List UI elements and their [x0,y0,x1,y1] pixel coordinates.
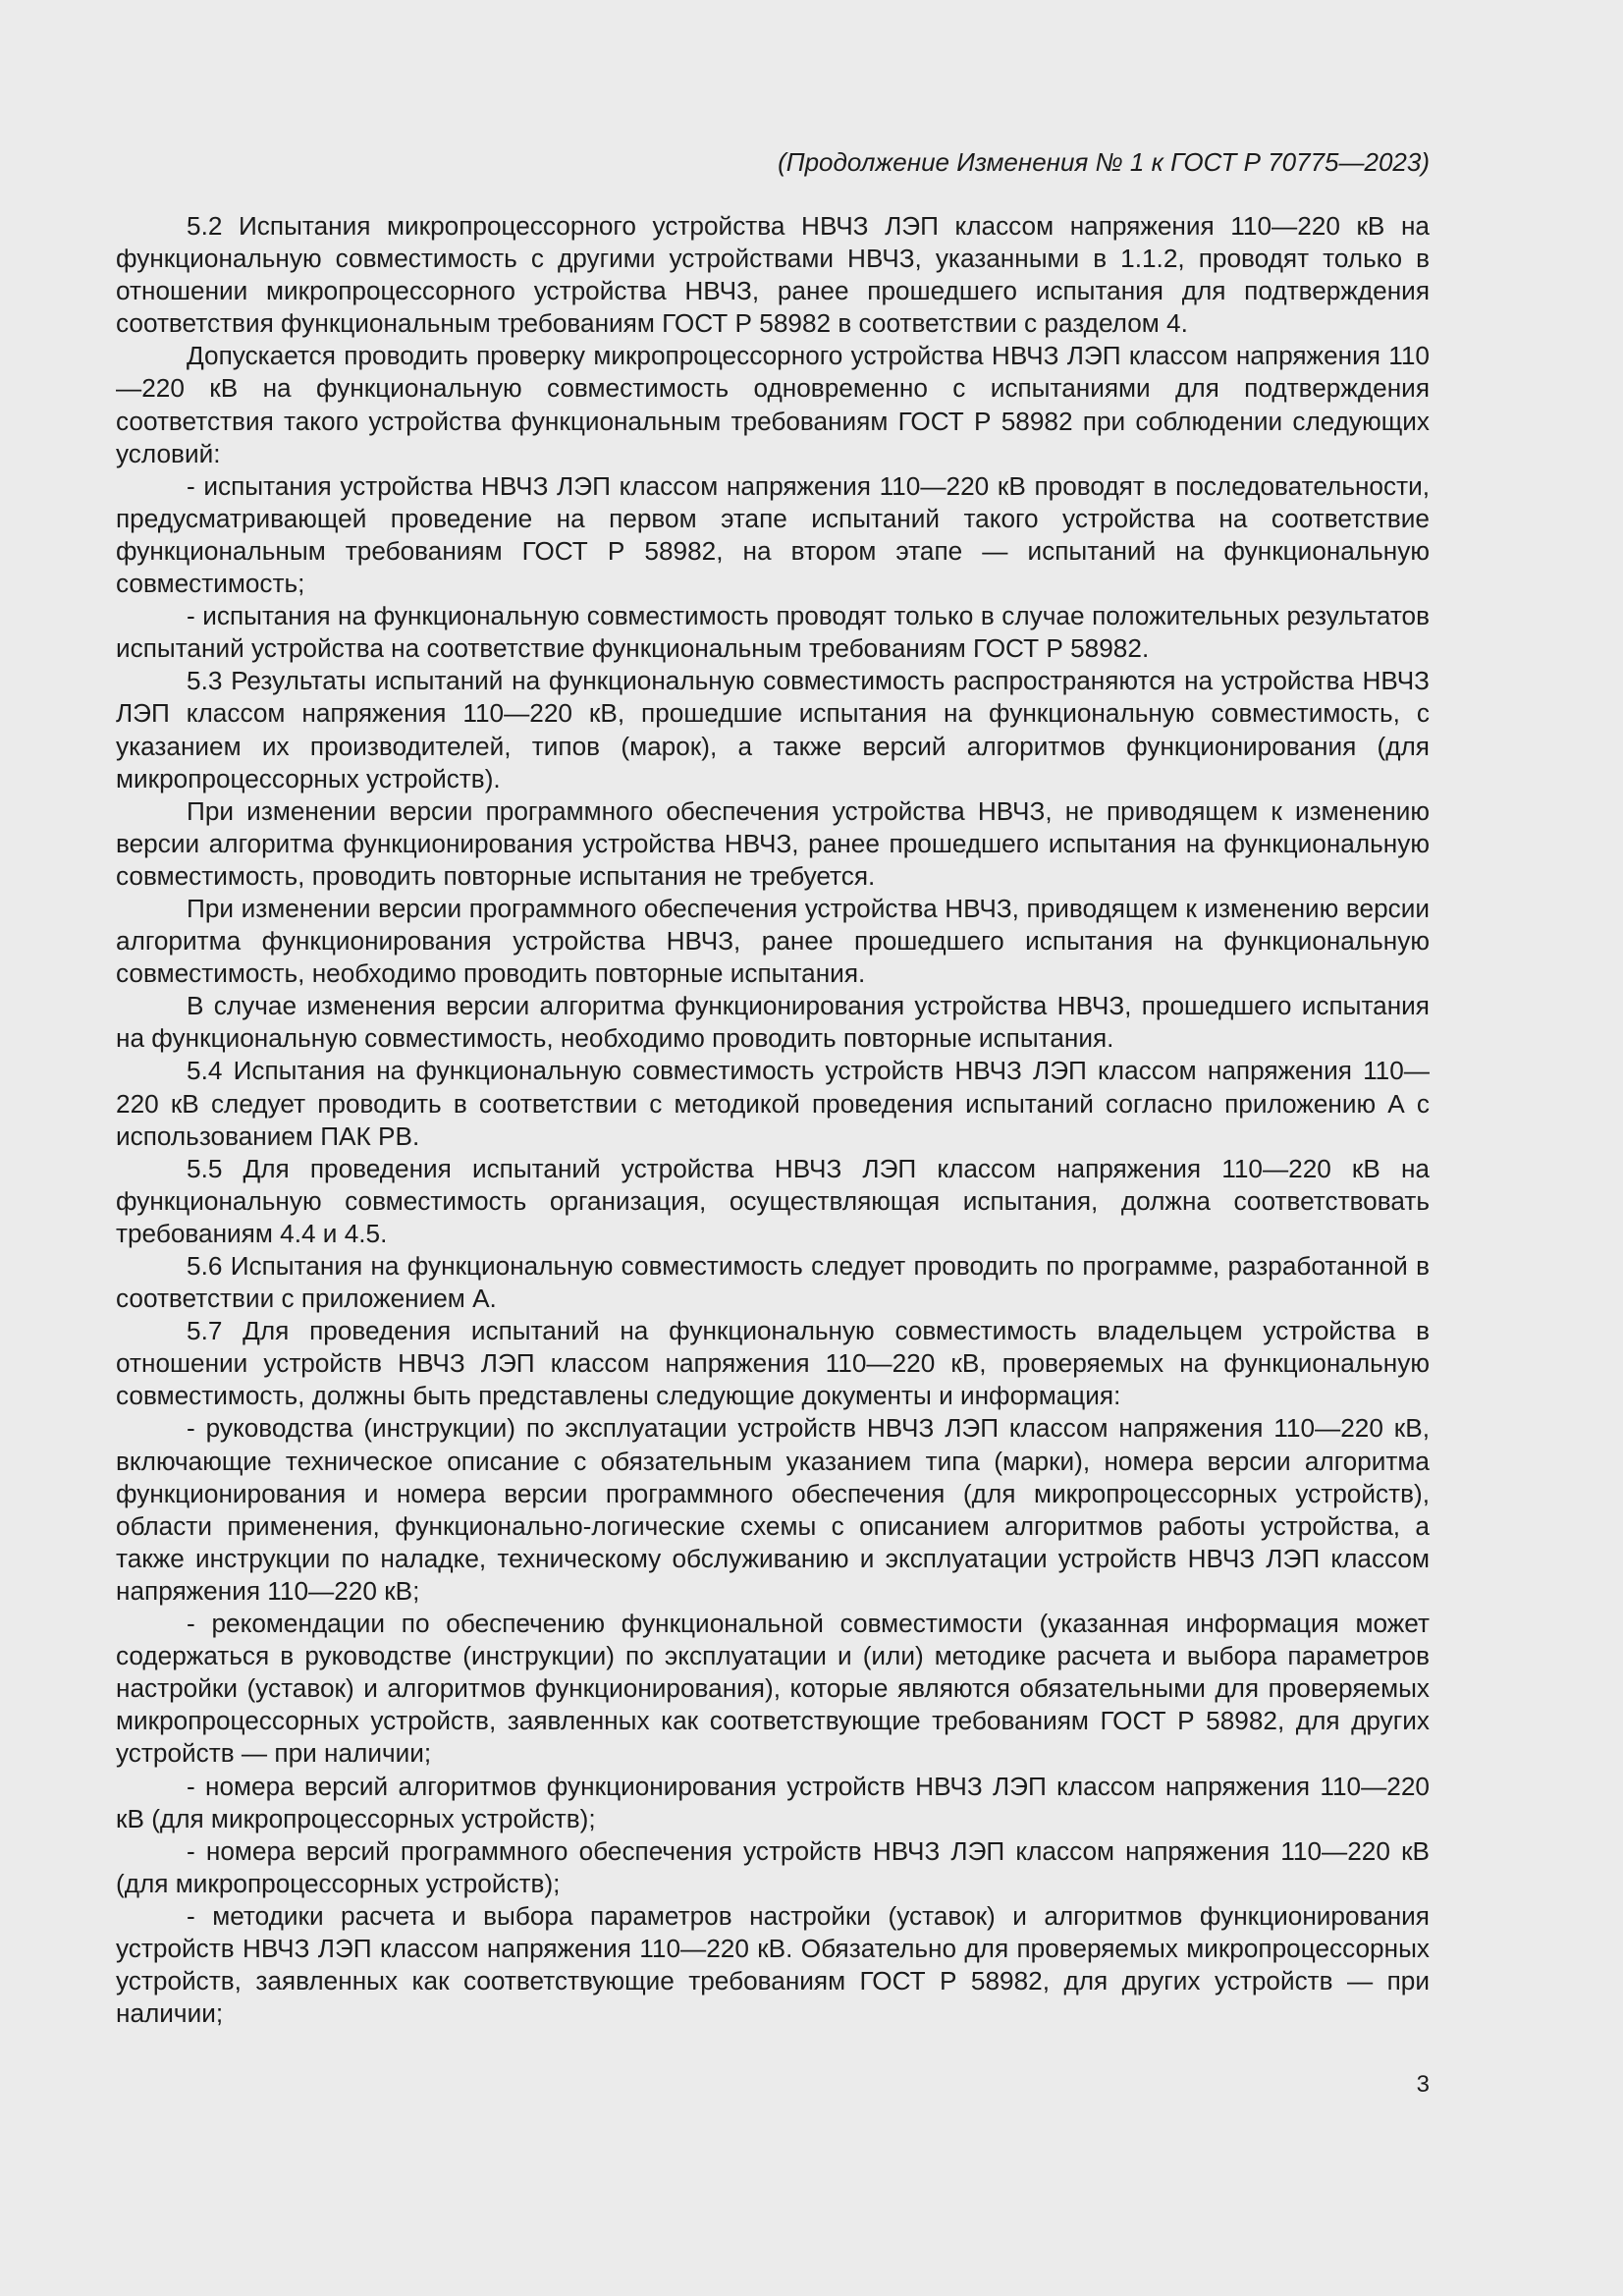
list-item-software-versions: - номера версий программного обеспечения устройств НВЧЗ ЛЭП классом напряжения 110—220 кВ (для микропроцессорных устройств); [116,1835,1430,1898]
list-item-recommendations: - рекомендации по обеспечению функциональной совместимости (указанная информация может содержаться в руководстве (инструкции) по эксплуатации и (или) методике расчета и выбора параметров настройки (уставок) и алгоритмов функционирования), которые являются обязательными для проверяемых микропроцессорных устройств, заявленных как соответствующие требованиям ГОСТ Р 58982, для других устройств — при наличии; [116,1609,1430,1769]
list-item-algorithm-versions: - номера версий алгоритмов функционирования устройств НВЧЗ ЛЭП классом напряжения 110—220 кВ (для микропроцессорных устройств); [116,1771,1430,1833]
paragraph-5-5: 5.5 Для проведения испытаний устройства НВЧЗ ЛЭП классом напряжения 110—220 кВ на функциональную совместимость организация, осуществляющая испытания, должна соответствовать требованиям 4.4 и 4.5. [116,1153,1430,1248]
paragraph-5-6: 5.6 Испытания на функциональную совместимость следует проводить по программе, разработанной в соответствии с приложением А. [116,1251,1430,1314]
paragraph-algorithm-change: При изменении версии программного обеспечения устройства НВЧЗ, приводящем к изменению версии алгоритма функционирования устройства НВЧЗ, ранее прошедшего испытания на функциональную совместимость, необходимо проводить повторные испытания. [116,893,1430,989]
paragraph-5-3: 5.3 Результаты испытаний на функциональную совместимость распространяются на устройства НВЧЗ ЛЭП классом напряжения 110—220 кВ, прошедшие испытания на функциональную совместимость, с указанием их производителей, типов (марок), а также версий алгоритмов функционирования (для микропроцессорных устройств). [116,666,1430,793]
document-body [116,210,1430,2030]
paragraph-algorithm-version-change: В случае изменения версии алгоритма функционирования устройства НВЧЗ, прошедшего испытания на функциональную совместимость, необходимо проводить повторные испытания. [116,991,1430,1054]
paragraph-5-4: 5.4 Испытания на функциональную совместимость устройств НВЧЗ ЛЭП классом напряжения 110—220 кВ следует проводить в соответствии с методикой проведения испытаний согласно приложению А с использованием ПАК РВ. [116,1056,1430,1151]
paragraph-5-2: 5.2 Испытания микропроцессорного устройства НВЧЗ ЛЭП классом напряжения 110—220 кВ на функциональную совместимость с другими устройствами НВЧЗ, указанными в 1.1.2, проводят только в отношении микропроцессорного устройства НВЧЗ, ранее прошедшего испытания для подтверждения соответствия функциональным требованиям ГОСТ Р 58982 в соответствии с разделом 4. [116,211,1430,339]
paragraph-5-7: 5.7 Для проведения испытаний на функциональную совместимость владельцем устройства в отношении устройств НВЧЗ ЛЭП классом напряжения 110—220 кВ, проверяемых на функциональную совместимость, должны быть представлены следующие документы и информация: [116,1316,1430,1411]
paragraph-allowed-check: Допускается проводить проверку микропроцессорного устройства НВЧЗ ЛЭП классом напряжения 110—220 кВ на функциональную совместимость одновременно с испытаниями для подтверждения соответствия такого устройства функциональным требованиям ГОСТ Р 58982 при соблюдении следующих условий: [116,341,1430,468]
paragraph-software-change: При изменении версии программного обеспечения устройства НВЧЗ, не приводящем к изменению версии алгоритма функционирования устройства НВЧЗ, ранее прошедшего испытания на функциональную совместимость, проводить повторные испытания не требуется. [116,795,1430,891]
continuation-header: (Продолжение Изменения № 1 к ГОСТ Р 70775—2023) [778,147,1430,177]
list-item-manuals: - руководства (инструкции) по эксплуатации устройств НВЧЗ ЛЭП классом напряжения 110—220 кВ, включающие техническое описание с обязательным указанием типа (марки), номера версии алгоритма функционирования и номера версии программного обеспечения (для микропроцессорных устройств), области применения, функционально-логические схемы с описанием алгоритмов работы устройства, а также инструкции по наладке, техническому обслуживанию и эксплуатации устройств НВЧЗ ЛЭП классом напряжения 110—220 кВ; [116,1413,1430,1606]
page-number: 3 [1416,2071,1430,2098]
list-item-condition-1: - испытания устройства НВЧЗ ЛЭП классом напряжения 110—220 кВ проводят в последовательности, предусматривающей проведение на первом этапе испытаний такого устройства на соответствие функциональным требованиям ГОСТ Р 58982, на втором этапе — испытаний на функциональную совместимость; [116,470,1430,599]
list-item-condition-2: - испытания на функциональную совместимость проводят только в случае положительных результатов испытаний устройства на соответствие функциональным требованиям ГОСТ Р 58982. [116,601,1430,664]
list-item-calculation-methods: - методики расчета и выбора параметров настройки (уставок) и алгоритмов функционирования устройств НВЧЗ ЛЭП классом напряжения 110—220 кВ. Обязательно для проверяемых микропроцессорных устройств, заявленных как соответствующие требованиям ГОСТ Р 58982, для других устройств — при наличии; [116,1900,1430,2029]
